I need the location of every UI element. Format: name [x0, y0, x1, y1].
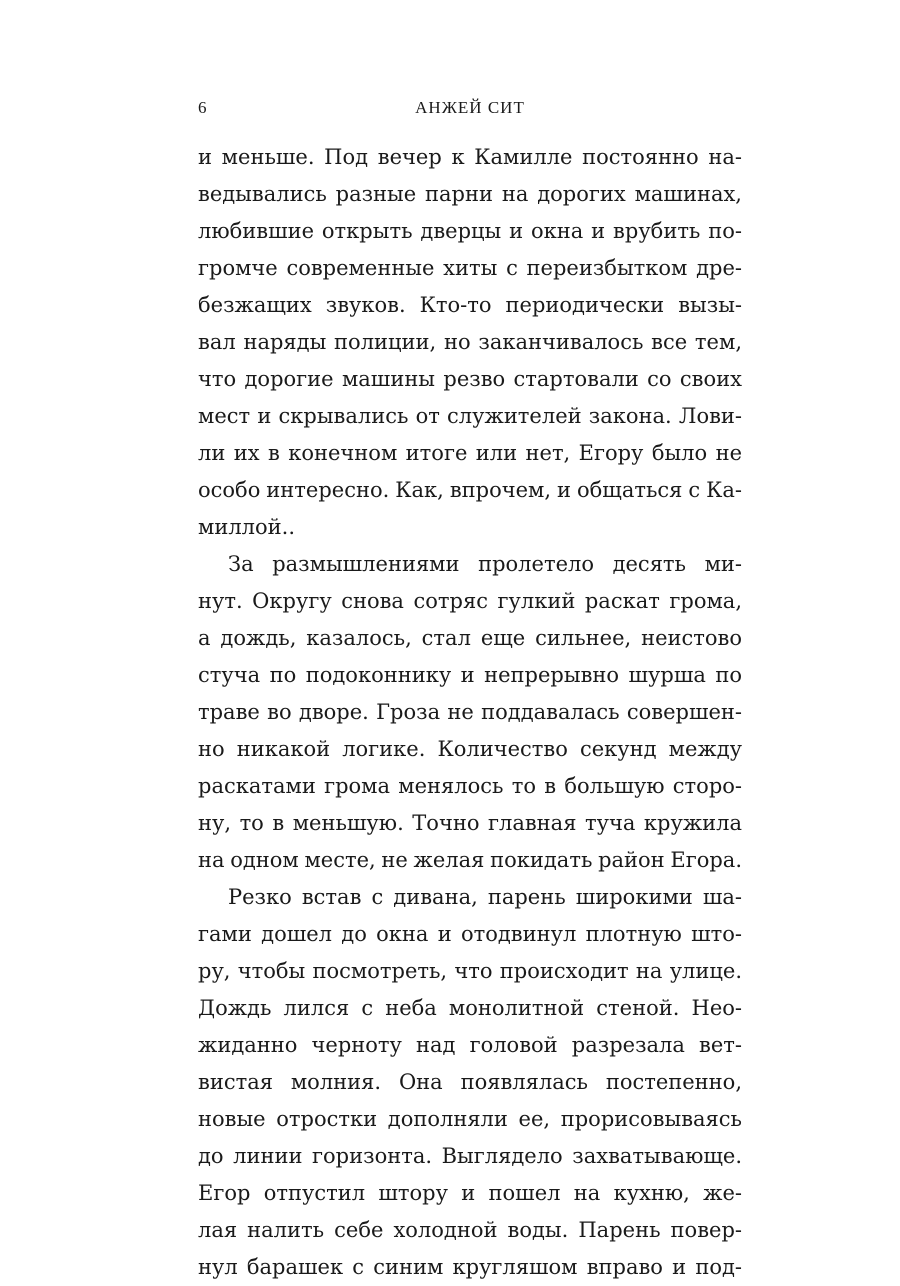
text-line: нут. Округу снова сотряс гулкий раскат грома,	[198, 589, 742, 613]
text-line: стуча по подоконнику и непрерывно шурша по	[198, 663, 742, 687]
text-line: жиданно черноту над головой разрезала вет-	[198, 1033, 742, 1057]
text-line: до линии горизонта. Выглядело захватывающе.	[198, 1144, 742, 1168]
text-line: и меньше. Под вечер к Камилле постоянно на-	[198, 145, 742, 169]
page-number: 6	[198, 98, 207, 117]
text-line: Егор отпустил штору и пошел на кухню, же-	[198, 1181, 742, 1205]
text-line: траве во дворе. Гроза не поддавалась совершен-	[198, 700, 742, 724]
text-line: За размышлениями пролетело десять ми-	[228, 552, 742, 576]
text-line: особо интересно. Как, впрочем, и общаться с Ка-	[198, 478, 742, 502]
text-line: ру, чтобы посмотреть, что происходит на улице.	[198, 959, 742, 983]
text-line: но никакой логике. Количество секунд между	[198, 737, 742, 761]
text-line: мест и скрывались от служителей закона. Лови-	[198, 404, 742, 428]
text-line: любившие открыть дверцы и окна и врубить по-	[198, 219, 742, 243]
text-line: гами дошел до окна и отодвинул плотную што-	[198, 922, 742, 946]
running-head	[198, 98, 742, 122]
text-line: на одном месте, не желая покидать район Егора.	[198, 848, 742, 872]
text-line: Резко встав с дивана, парень широкими ша-	[228, 885, 742, 909]
text-line: новые отростки дополняли ее, прорисовываясь	[198, 1107, 742, 1131]
text-line: безжащих звуков. Кто-то периодически вызы-	[198, 293, 742, 317]
body-text	[198, 139, 742, 1286]
text-line: лая налить себе холодной воды. Парень повер-	[198, 1218, 742, 1242]
text-line: что дорогие машины резво стартовали со своих	[198, 367, 742, 391]
text-line: вал наряды полиции, но заканчивалось все тем,	[198, 330, 742, 354]
text-line: миллой..	[198, 515, 296, 539]
text-line: Дождь лился с неба монолитной стеной. Нео-	[198, 996, 742, 1020]
running-title: АНЖЕЙ СИТ	[415, 98, 525, 117]
text-line: а дождь, казалось, стал еще сильнее, неистово	[198, 626, 742, 650]
text-line: громче современные хиты с переизбытком дре-	[198, 256, 742, 280]
text-line: вистая молния. Она появлялась постепенно,	[198, 1070, 742, 1094]
text-line: нул барашек с синим кругляшом вправо и под-	[198, 1255, 742, 1279]
text-line: ли их в конечном итоге или нет, Егору было не	[198, 441, 742, 465]
text-line: ну, то в меньшую. Точно главная туча кружила	[198, 811, 742, 835]
text-line: ведывались разные парни на дорогих машинах,	[198, 182, 742, 206]
text-line: раскатами грома менялось то в большую сторо-	[198, 774, 742, 798]
